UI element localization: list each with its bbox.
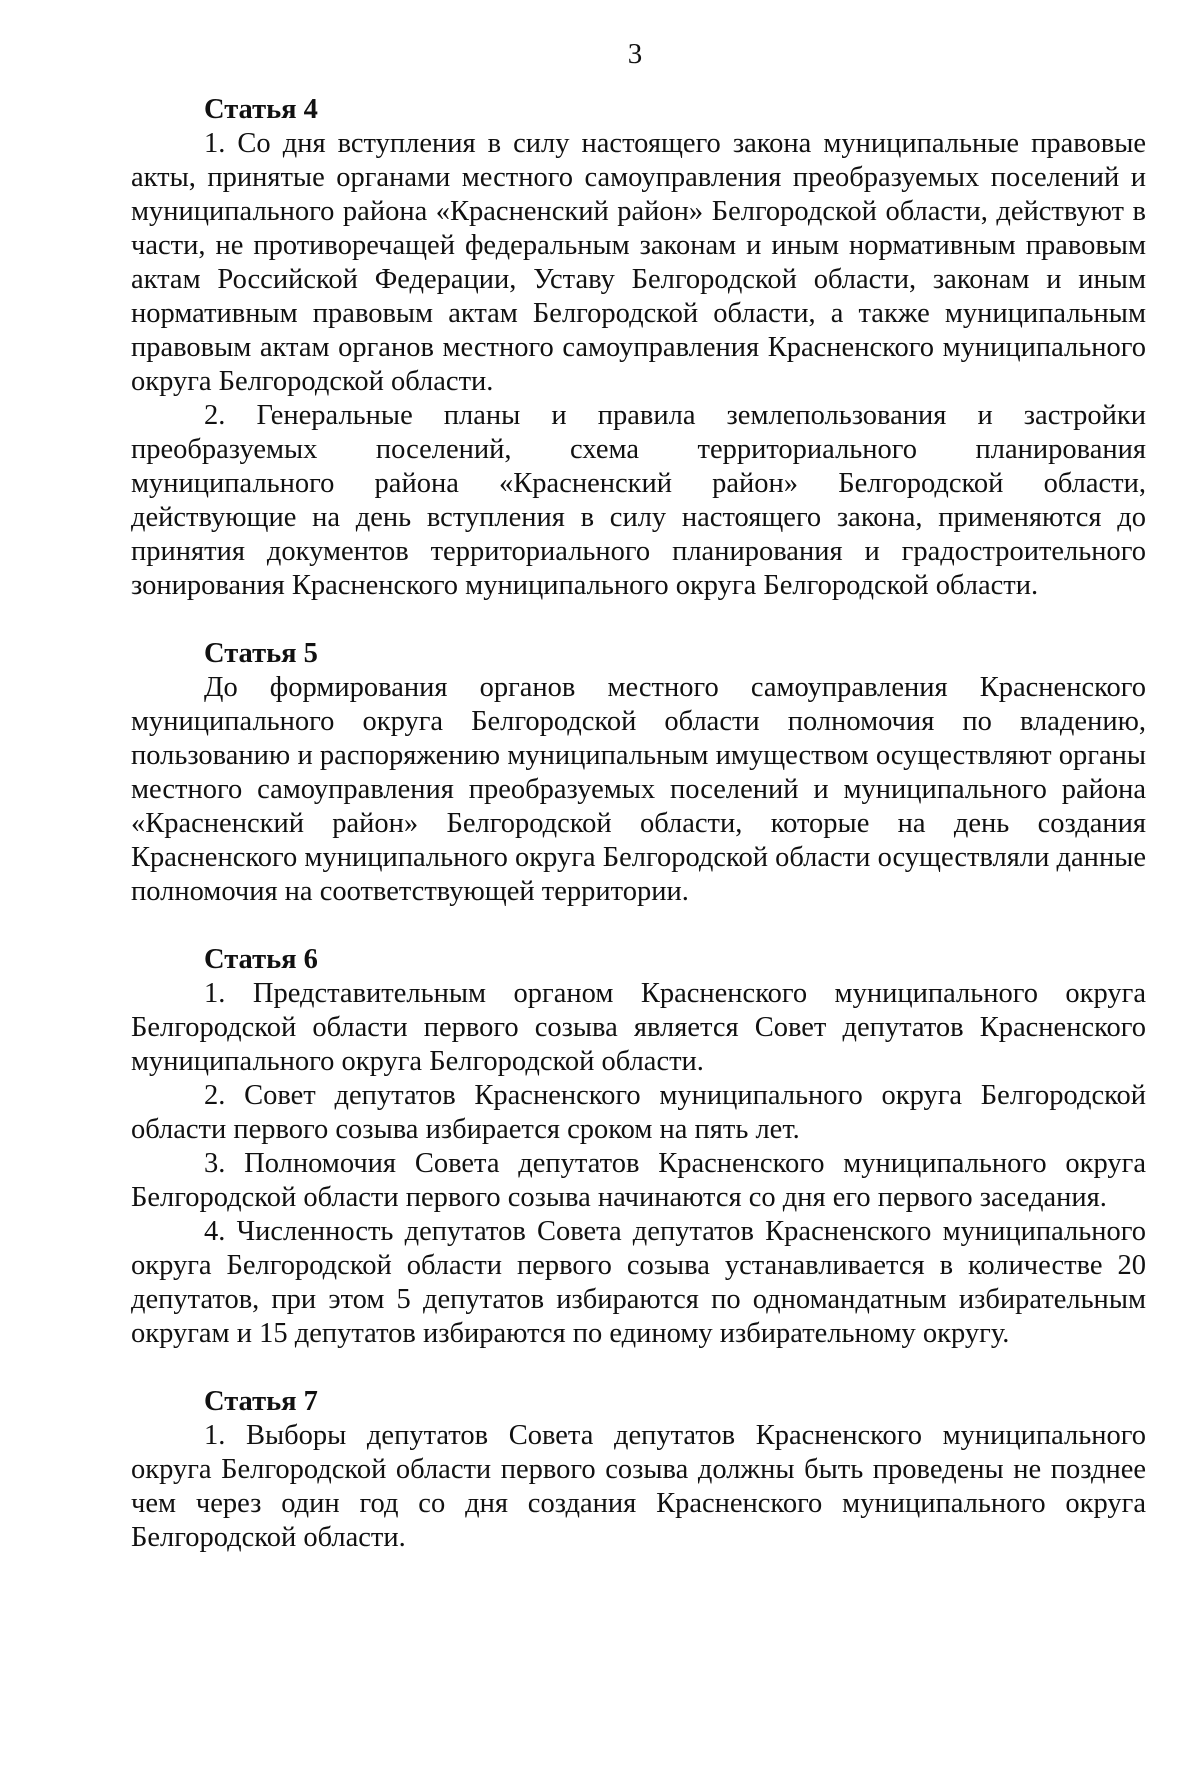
article-4 xyxy=(131,93,1146,603)
article-title: Статья 4 xyxy=(204,94,318,125)
article-title: Статья 7 xyxy=(204,1386,318,1417)
article-paragraph: 3. Полномочия Совета депутатов Красненского муниципального округа Белгородской области первого созыва начинаются со дня его первого заседания. xyxy=(131,1148,1146,1213)
article-paragraph: 1. Представительным органом Красненского муниципального округа Белгородской области первого созыва является Совет депутатов Красненского муниципального округа Белгородской области. xyxy=(131,978,1146,1077)
article-paragraph: 1. Выборы депутатов Совета депутатов Красненского муниципального округа Белгородской области первого созыва должны быть проведены не позднее чем через один год со дня создания Красненского муниципального округа Белгородской области. xyxy=(131,1420,1146,1553)
article-paragraph: 1. Со дня вступления в силу настоящего закона муниципальные правовые акты, принятые органами местного самоуправления преобразуемых поселений и муниципального района «Красненский район» Белгородской области, действуют в части, не противоречащей федеральным законам и иным нормативным правовым актам Российской Федерации, Уставу Белгородской области, законам и иным нормативным правовым актам Белгородской области, а также муниципальным правовым актам органов местного самоуправления Красненского муниципального округа Белгородской области. xyxy=(131,128,1146,397)
article-5 xyxy=(131,637,1146,909)
article-title: Статья 5 xyxy=(204,638,318,669)
article-7 xyxy=(131,1385,1146,1555)
document-body xyxy=(131,93,1146,1555)
article-6 xyxy=(131,943,1146,1351)
page-number: 3 xyxy=(627,38,643,70)
article-paragraph: 2. Генеральные планы и правила землепользования и застройки преобразуемых поселений, схема территориального планирования муниципального района «Красненский район» Белгородской области, действующие на день вступления в силу настоящего закона, применяются до принятия документов территориального планирования и градостроительного зонирования Красненского муниципального округа Белгородской области. xyxy=(131,400,1146,601)
article-paragraph: 2. Совет депутатов Красненского муниципального округа Белгородской области первого созыва избирается сроком на пять лет. xyxy=(131,1080,1146,1145)
article-title: Статья 6 xyxy=(204,944,318,975)
article-paragraph: 4. Численность депутатов Совета депутатов Красненского муниципального округа Белгородской области первого созыва устанавливается в количестве 20 депутатов, при этом 5 депутатов избираются по одномандатным избирательным округам и 15 депутатов избираются по единому избирательному округу. xyxy=(131,1216,1146,1349)
article-paragraph: До формирования органов местного самоуправления Красненского муниципального округа Белгородской области полномочия по владению, пользованию и распоряжению муниципальным имуществом осуществляют органы местного самоуправления преобразуемых поселений и муниципального района «Красненский район» Белгородской области, которые на день создания Красненского муниципального округа Белгородской области осуществляли данные полномочия на соответствующей территории. xyxy=(131,672,1146,907)
